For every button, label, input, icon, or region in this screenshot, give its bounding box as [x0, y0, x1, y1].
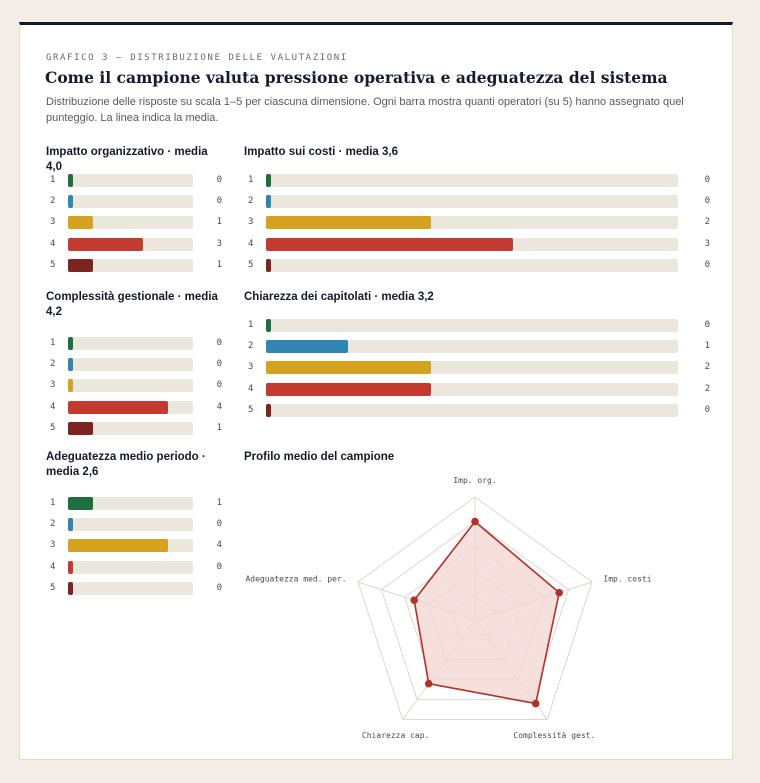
- count-label: 0: [216, 196, 222, 207]
- bar-track: [68, 401, 193, 414]
- score-label: 2: [50, 359, 56, 370]
- bar-row: [244, 173, 710, 188]
- bar-track: [266, 361, 678, 374]
- panel-impatto-costi: [244, 145, 714, 270]
- count-label: 4: [216, 540, 222, 551]
- bar-track: [68, 539, 193, 552]
- count-label: 0: [704, 259, 710, 270]
- score-label: 2: [248, 196, 254, 207]
- count-label: 4: [216, 401, 222, 412]
- bar-track: [266, 216, 678, 229]
- bar-fill: [68, 561, 73, 574]
- bar-row: [244, 339, 710, 354]
- count-label: 3: [704, 238, 710, 249]
- bar-track: [266, 404, 678, 417]
- count-label: 2: [704, 383, 710, 394]
- score-label: 1: [248, 320, 254, 330]
- count-label: 0: [704, 196, 710, 207]
- bar-fill: [68, 337, 73, 350]
- score-label: 3: [248, 362, 254, 373]
- count-label: 2: [704, 362, 710, 373]
- radar-data-point: [410, 596, 418, 604]
- score-label: 2: [50, 519, 56, 530]
- score-label: 1: [50, 498, 56, 508]
- score-label: 4: [248, 238, 254, 249]
- chart-subtitle: Distribuzione delle risposte su scala 1–5 per ciascuna dimensione. Ogni barra mostra quanti operatori (su 5) hanno assegnato quel punteggio. La linea indica la media.: [46, 96, 684, 124]
- panel-title: Impatto sui costi · media 3,6: [244, 146, 399, 158]
- bar-track: [266, 319, 678, 332]
- bar-track: [266, 259, 678, 272]
- count-label: 1: [704, 341, 710, 352]
- bar-track: [68, 195, 193, 208]
- bar-row: [46, 538, 222, 553]
- bar-fill: [266, 361, 431, 374]
- panel-title: Complessità gestionale · media 4,2: [46, 291, 218, 318]
- bar-row: [46, 581, 222, 596]
- count-label: 2: [704, 217, 710, 228]
- count-label: 1: [216, 498, 222, 508]
- bar-track: [68, 518, 193, 531]
- bar-row: [46, 194, 222, 209]
- score-label: 5: [248, 404, 254, 415]
- bar-row: [244, 382, 710, 397]
- panel-complessita-gestionale: [46, 290, 226, 433]
- count-label: 1: [216, 422, 222, 433]
- count-label: 3: [216, 238, 222, 249]
- count-label: 0: [216, 338, 222, 348]
- panel-title: Impatto organizzativo · media 4,0: [46, 146, 208, 173]
- panel-radar-profile: [244, 450, 714, 741]
- count-label: 0: [216, 561, 222, 572]
- radar-data-point: [471, 518, 479, 526]
- bar-track: [266, 238, 678, 251]
- bar-fill: [266, 319, 271, 332]
- score-label: 1: [248, 175, 254, 185]
- bar-row: [244, 360, 710, 375]
- count-label: 0: [704, 320, 710, 330]
- chart-card: [19, 22, 733, 760]
- bar-row: [46, 258, 222, 273]
- score-label: 5: [248, 259, 254, 270]
- bar-fill: [68, 401, 168, 414]
- panel-title: Chiarezza dei capitolati · media 3,2: [244, 291, 434, 303]
- bar-row: [46, 496, 222, 511]
- panel-adeguatezza-medio-periodo: [46, 450, 226, 593]
- count-label: 0: [704, 404, 710, 415]
- bar-row: [244, 403, 710, 418]
- count-label: 1: [216, 259, 222, 270]
- bar-fill: [68, 582, 73, 595]
- bar-row: [244, 237, 710, 252]
- bar-row: [46, 378, 222, 393]
- panel-chiarezza-capitolati: [244, 290, 714, 415]
- bar-fill: [266, 259, 271, 272]
- count-label: 0: [216, 359, 222, 370]
- panel-title: Profilo medio del campione: [244, 451, 395, 463]
- bar-track: [68, 216, 193, 229]
- count-label: 1: [216, 217, 222, 228]
- radar-data-point: [425, 680, 433, 688]
- score-label: 4: [50, 401, 56, 412]
- bar-track: [266, 383, 678, 396]
- bar-row: [244, 318, 710, 333]
- score-label: 4: [50, 238, 56, 249]
- score-label: 3: [248, 217, 254, 228]
- bar-row: [244, 215, 710, 230]
- bar-fill: [266, 216, 431, 229]
- score-label: 5: [50, 582, 56, 593]
- score-label: 4: [50, 561, 56, 572]
- bar-track: [68, 582, 193, 595]
- bar-fill: [266, 340, 348, 353]
- score-label: 5: [50, 259, 56, 270]
- bar-track: [68, 561, 193, 574]
- bar-fill: [68, 216, 93, 229]
- bar-fill: [68, 174, 73, 187]
- bar-row: [244, 258, 710, 273]
- count-label: 0: [216, 175, 222, 185]
- bar-row: [46, 400, 222, 415]
- count-label: 0: [216, 380, 222, 391]
- score-label: 4: [248, 383, 254, 394]
- score-label: 3: [50, 540, 56, 551]
- chart-kicker: GRAFICO 3 — DISTRIBUZIONE DELLE VALUTAZIONI: [46, 53, 348, 63]
- count-label: 0: [704, 175, 710, 185]
- bar-track: [68, 174, 193, 187]
- panel-title: Adeguatezza medio periodo · media 2,6: [46, 451, 206, 478]
- score-label: 3: [50, 217, 56, 228]
- bar-fill: [266, 195, 271, 208]
- bar-fill: [266, 404, 271, 417]
- bar-track: [68, 337, 193, 350]
- bar-row: [46, 215, 222, 230]
- bar-fill: [68, 539, 168, 552]
- bar-fill: [68, 422, 93, 435]
- bar-row: [46, 357, 222, 372]
- bar-fill: [68, 238, 143, 251]
- radar-axis-label: Adeguatezza med. per.: [245, 574, 347, 584]
- bar-track: [68, 379, 193, 392]
- bar-fill: [68, 379, 73, 392]
- score-label: 5: [50, 422, 56, 433]
- bar-row: [46, 237, 222, 252]
- bar-fill: [266, 383, 431, 396]
- count-label: 0: [216, 582, 222, 593]
- radar-axis-label: Chiarezza cap.: [361, 731, 430, 741]
- bar-track: [68, 358, 193, 371]
- bar-track: [68, 259, 193, 272]
- radar-data-point: [532, 700, 540, 708]
- bar-row: [46, 560, 222, 575]
- radar-data-area: [414, 522, 559, 704]
- bar-track: [266, 174, 678, 187]
- bar-fill: [68, 497, 93, 510]
- score-label: 1: [50, 338, 56, 348]
- bar-row: [46, 336, 222, 351]
- bar-row: [46, 421, 222, 436]
- bar-row: [46, 517, 222, 532]
- bar-track: [68, 497, 193, 510]
- bar-fill: [68, 518, 73, 531]
- bar-fill: [68, 195, 73, 208]
- score-label: 2: [248, 341, 254, 352]
- radar-axis-label: Imp. org.: [453, 476, 497, 485]
- radar-axis-label: Imp. costi: [603, 574, 652, 584]
- bar-row: [244, 194, 710, 209]
- bar-fill: [266, 238, 513, 251]
- bar-track: [266, 195, 678, 208]
- radar-axis-label: Complessità gest.: [513, 731, 596, 741]
- bar-fill: [68, 358, 73, 371]
- score-label: 3: [50, 380, 56, 391]
- bar-row: [46, 173, 222, 188]
- count-label: 0: [216, 519, 222, 530]
- bar-track: [266, 340, 678, 353]
- radar-data-point: [555, 589, 563, 597]
- score-label: 2: [50, 196, 56, 207]
- radar-chart: [244, 470, 714, 755]
- chart-title: Come il campione valuta pressione operativa e adeguatezza del sistema: [45, 68, 668, 87]
- panel-impatto-organizzativo: [46, 145, 226, 270]
- bar-track: [68, 238, 193, 251]
- bar-fill: [266, 174, 271, 187]
- bar-track: [68, 422, 193, 435]
- bar-fill: [68, 259, 93, 272]
- score-label: 1: [50, 175, 56, 185]
